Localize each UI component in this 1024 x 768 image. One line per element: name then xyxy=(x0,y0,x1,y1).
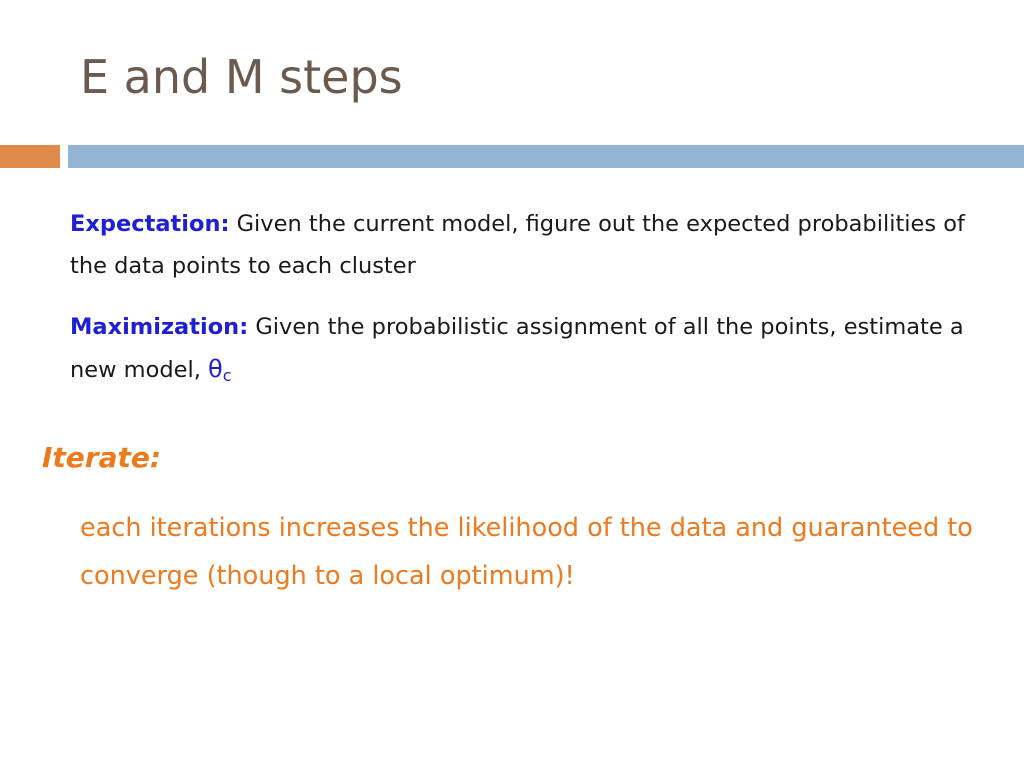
title-divider-bar xyxy=(68,145,1024,168)
theta-symbol xyxy=(208,355,231,383)
slide-title: E and M steps xyxy=(80,50,403,104)
maximization-paragraph xyxy=(70,306,1000,391)
title-accent-bar xyxy=(0,145,60,168)
iterate-heading: Iterate: xyxy=(42,441,162,474)
expectation-text: Given the current model, figure out the expected probabilities of the data points to each cluster xyxy=(70,211,965,279)
iterate-text: each iterations increases the likelihood of the data and guaranteed to converge (though to a local optimum)! xyxy=(80,513,973,591)
maximization-term: Maximization xyxy=(70,314,240,340)
expectation-separator: : xyxy=(220,211,230,237)
expectation-paragraph xyxy=(70,203,1000,287)
expectation-term: Expectation xyxy=(70,211,221,237)
theta-letter: θ xyxy=(208,355,223,383)
maximization-separator: : xyxy=(239,314,249,340)
theta-subscript: c xyxy=(222,366,232,385)
maximization-text: Given the probabilistic assignment of all the points, estimate a new model, xyxy=(70,314,964,383)
